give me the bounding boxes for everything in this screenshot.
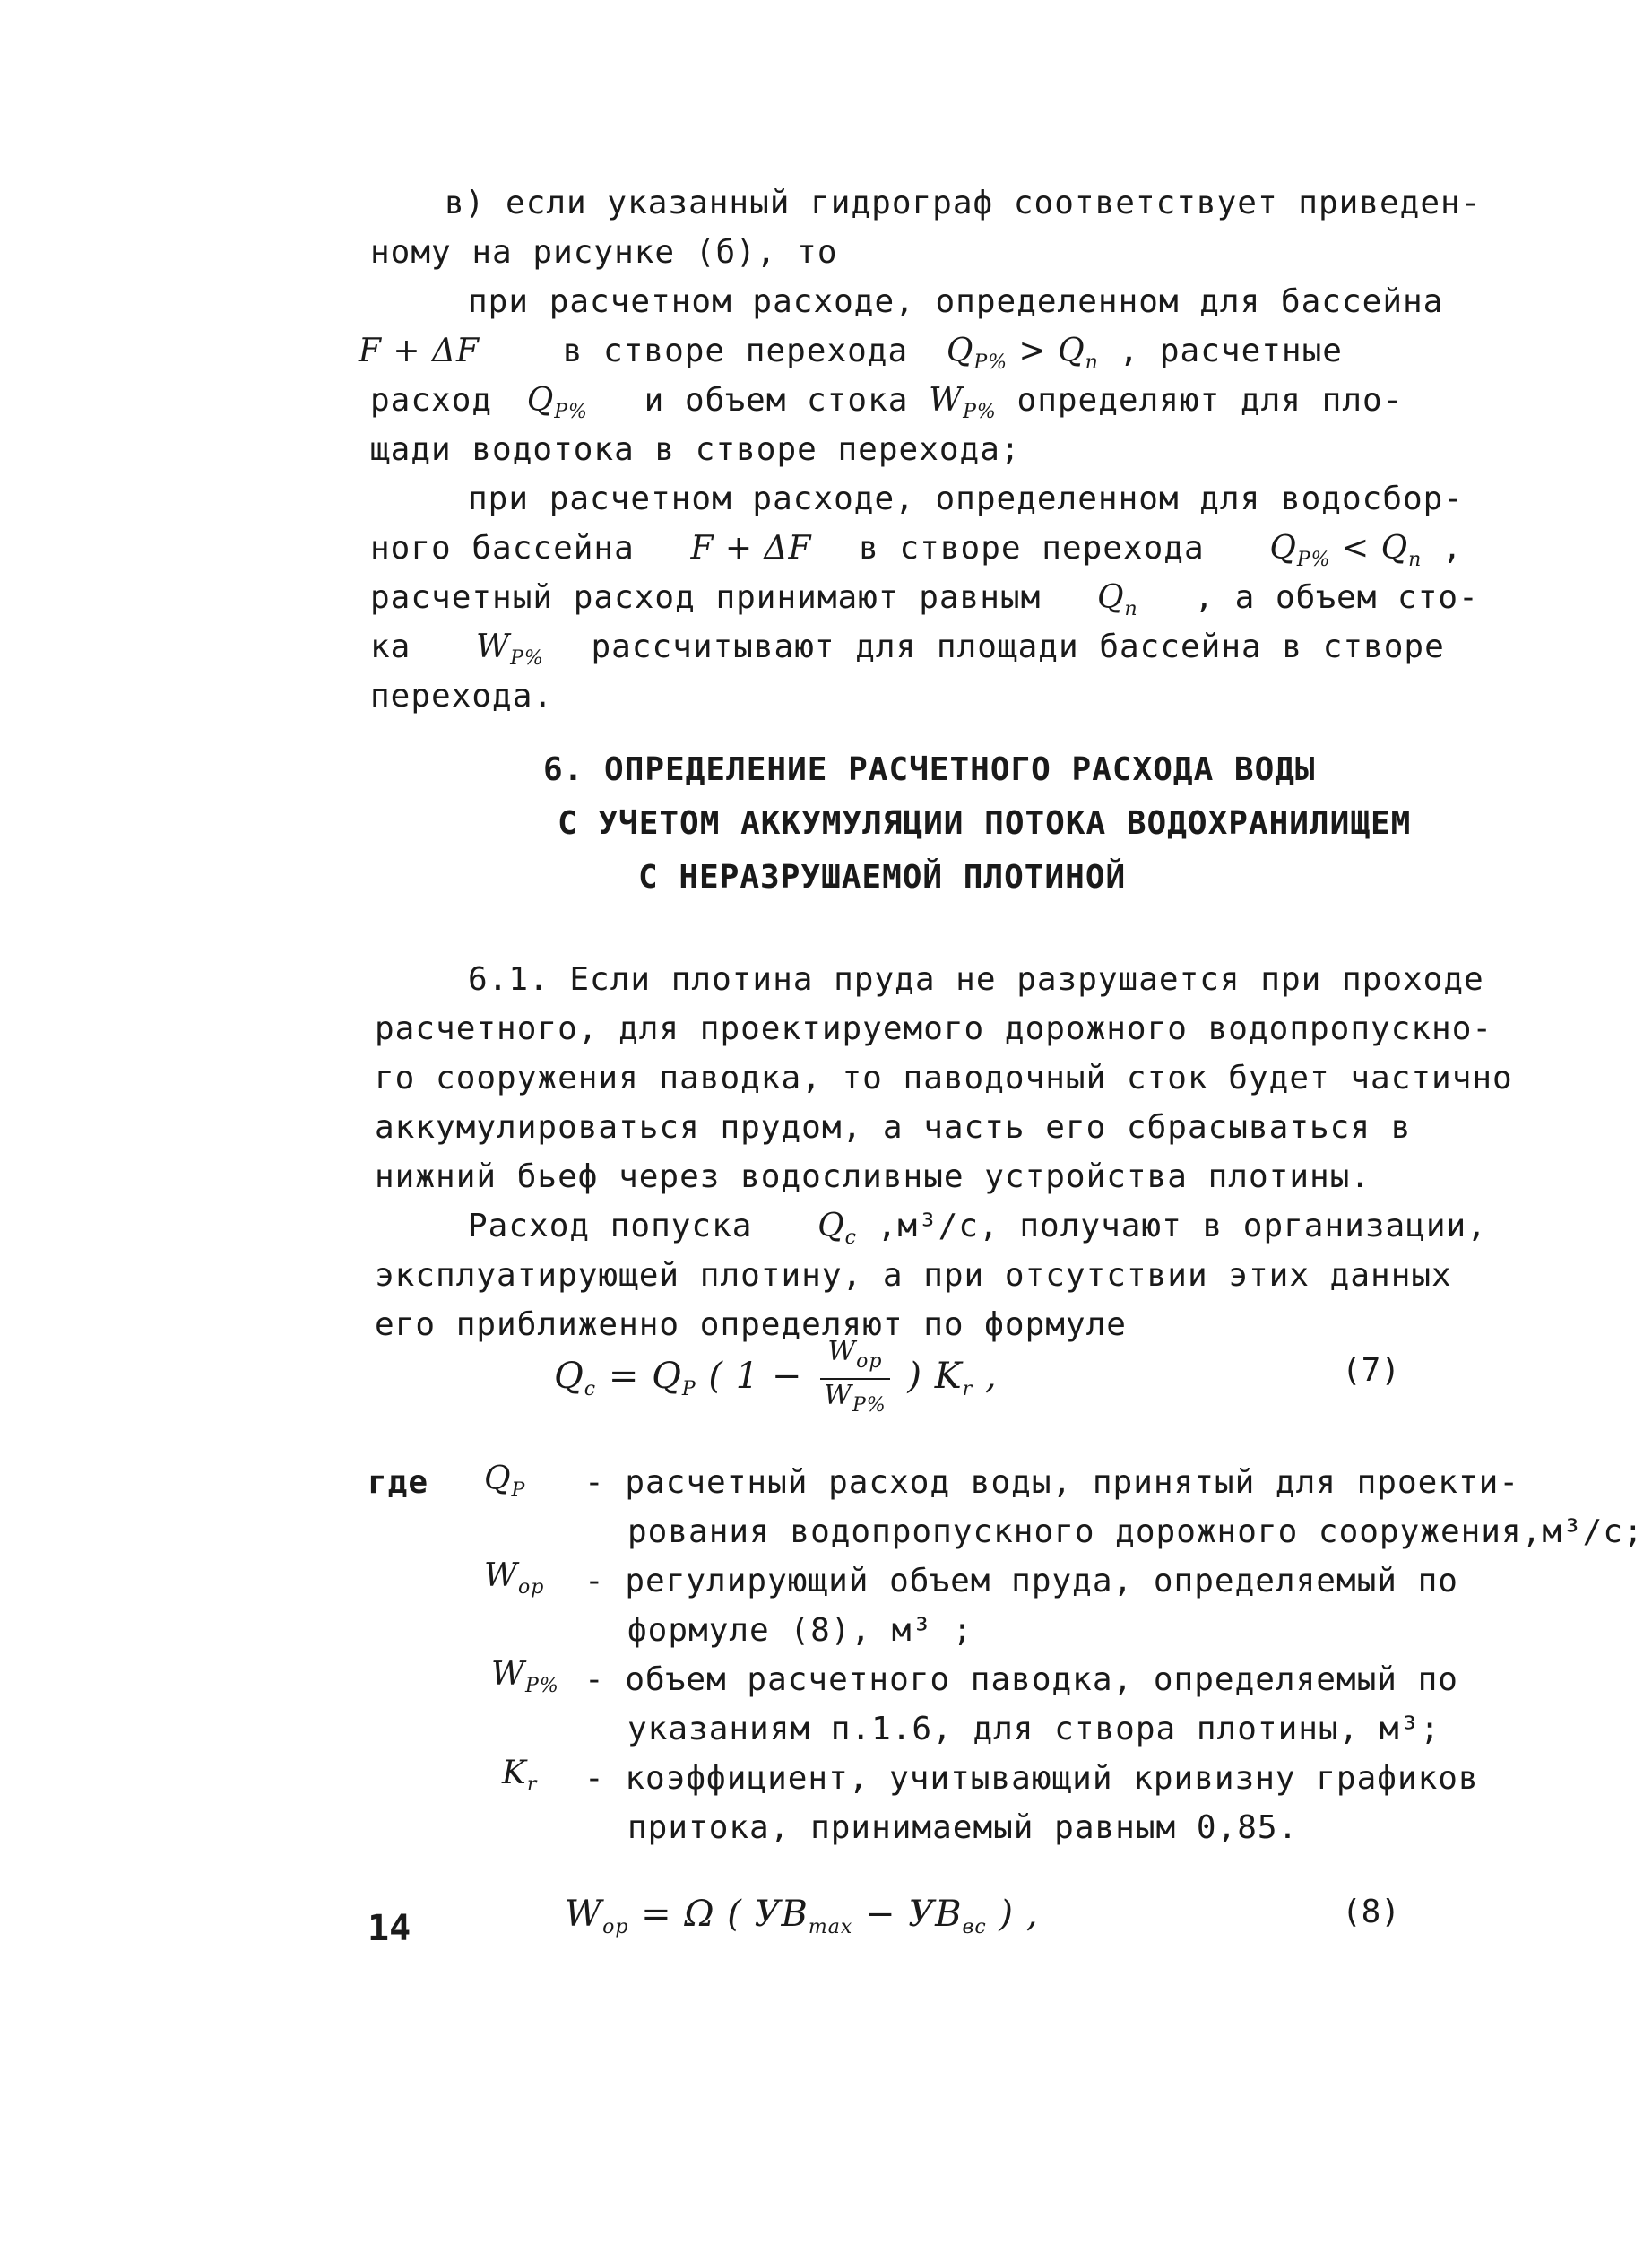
text-line [370, 580, 1479, 628]
text-line: го сооружения паводка, то паводочный сток будет частично [375, 1060, 1513, 1097]
definition-line: рования водопропускного дорожного сооружения,м³/с; [627, 1513, 1644, 1550]
formula-qc: $Q_c$ [817, 1208, 857, 1249]
text-line: нижний бьеф через водосливные устройства плотины. [375, 1158, 1371, 1195]
definition-line: - коэффициент, учитывающий кривизну графиков [584, 1760, 1479, 1797]
text-line: в) если указанный гидрограф соответствует приведен- [445, 185, 1482, 221]
text-span: в створе перехода [859, 530, 1205, 567]
formula-qp-percent: $Q_{P\%}$ [526, 382, 588, 423]
text-line [359, 334, 1343, 381]
definition-line: формуле (8), м³ ; [627, 1612, 973, 1649]
symbol-wop: $W_{op}$ [484, 1557, 545, 1599]
page-number: 14 [368, 1908, 411, 1949]
equation-number: (8) [1342, 1894, 1401, 1930]
definition-line: - регулирующий объем пруда, определяемый по [584, 1563, 1458, 1599]
text-span: , расчетные [1119, 333, 1343, 369]
text-span: ка [370, 629, 411, 665]
symbol-kr: $K_r$ [502, 1755, 538, 1796]
definition-line: притока, принимаемый равным 0,85. [627, 1809, 1299, 1846]
symbol-qp: $Q_P$ [484, 1461, 526, 1502]
definition-line: - расчетный расход воды, принятый для проекти- [584, 1464, 1519, 1501]
definition-line: - объем расчетного паводка, определяемый по [584, 1661, 1458, 1698]
formula-qn: $Q_n$ [1096, 579, 1138, 620]
text-span: определяют для пло- [1016, 382, 1404, 419]
definition-line: указаниям п.1.6, для створа плотины, м³; [627, 1711, 1440, 1747]
formula-f-plus-delta-f: F + ΔF [359, 333, 480, 369]
text-line [468, 1209, 1487, 1256]
formula-f-plus-delta-f: F + ΔF [690, 530, 812, 567]
text-line: перехода. [370, 678, 554, 715]
formula-wp-percent: $W_{P\%}$ [929, 382, 997, 423]
text-line [370, 383, 1403, 430]
text-line: ного бассейна F + ΔF в створе перехода $Q_{P\%} < Q_n$ , [370, 530, 1463, 571]
text-line: 6.1. Если плотина пруда не разрушается при проходе [468, 961, 1484, 998]
equation-number: (7) [1342, 1352, 1401, 1389]
text-span: ного бассейна [370, 530, 635, 567]
text-span: ,м³/с, получают в организации, [877, 1208, 1487, 1244]
text-line: ному на рисунке (б), то [370, 234, 838, 271]
formula-qp-lt-qn: $Q_{P\%} < Q_n$ [1269, 530, 1423, 571]
text-line: его приближенно определяют по формуле [375, 1306, 1127, 1343]
formula-8: $W_{op} = \Omega$ ( $УВ_{max} - УВ_{вс}$ ) , [565, 1894, 1039, 1938]
section-title: 6. ОПРЕДЕЛЕНИЕ РАСЧЕТНОГО РАСХОДА ВОДЫ [543, 751, 1316, 788]
formula-wp-percent: $W_{P\%}$ [476, 629, 544, 670]
text-span: и объем стока [644, 382, 909, 419]
text-span: рассчитывают для площади бассейна в створе [591, 629, 1445, 665]
text-span: в створе перехода [562, 333, 909, 369]
text-line [370, 629, 1445, 677]
text-span: расход [370, 382, 493, 419]
text-span: расчетный расход принимают равным [370, 579, 1042, 616]
text-span: Расход попуска [468, 1208, 753, 1244]
text-line: при расчетном расходе, определенном для водосбор- [468, 481, 1465, 517]
text-line: щади водотока в створе перехода; [370, 431, 1021, 468]
symbol-wp-percent: $W_{P\%}$ [491, 1656, 559, 1697]
text-line: эксплуатирующей плотину, а при отсутствии этих данных [375, 1257, 1452, 1294]
formula-qp-gt-qn: $Q_{P\%} > Q_n$ [946, 333, 1099, 374]
section-title: С УЧЕТОМ АККУМУЛЯЦИИ ПОТОКА ВОДОХРАНИЛИЩЕМ [558, 805, 1412, 842]
where-label: где [368, 1464, 429, 1501]
formula-7: $Q_c = Q_P$ ( 1 − $\frac{W_{op}}{W_{P\%}}$ ) $K_r$ , [554, 1336, 998, 1417]
text-line: аккумулироваться прудом, а часть его сбрасываться в [375, 1109, 1412, 1146]
text-line: при расчетном расходе, определенном для бассейна [468, 283, 1444, 320]
text-span: , а объем сто- [1194, 579, 1479, 616]
text-line: расчетного, для проектируемого дорожного водопропускно- [375, 1010, 1493, 1047]
section-title: С НЕРАЗРУШАЕМОЙ ПЛОТИНОЙ [638, 859, 1127, 896]
